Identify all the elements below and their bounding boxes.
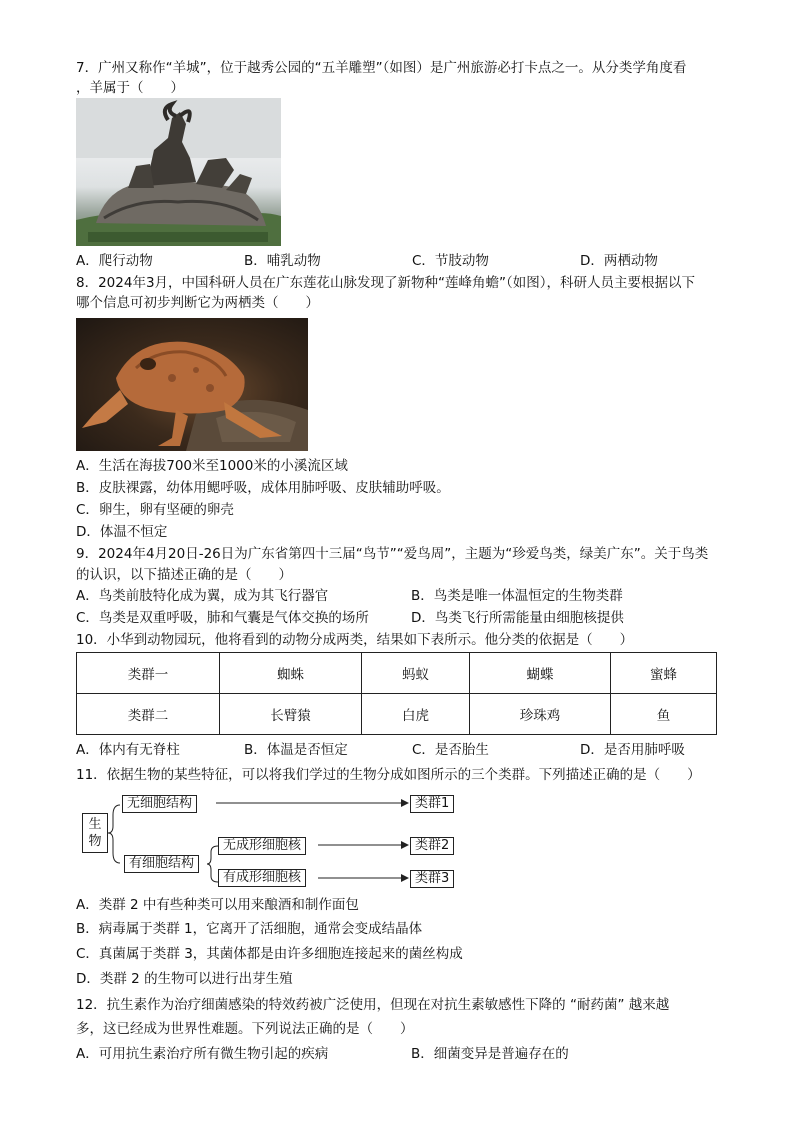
- q7-stem-line1: 7．广州又称作“羊城”，位于越秀公园的“五羊雕塑”（如图）是广州旅游必打卡点之一。从分类学角度看: [76, 60, 687, 76]
- q9-option-d: D．鸟类飞行所需能量由细胞核提供: [411, 610, 624, 626]
- diagram-root-organism: 生物: [82, 813, 108, 853]
- q9-option-a: A．鸟类前肢特化成为翼，成为其飞行器官: [76, 588, 329, 604]
- q10-option-c: C．是否胎生: [412, 742, 489, 758]
- q7-option-b: B．哺乳动物: [244, 253, 321, 269]
- diagram-branch-cell-structure: 有细胞结构: [124, 855, 199, 873]
- q7-option-c: C．节肢动物: [412, 253, 489, 269]
- q8-option-d: D．体温不恒定: [76, 524, 168, 540]
- diagram-sub-no-nucleus: 无成形细胞核: [218, 837, 306, 855]
- diagram-sub-nucleus: 有成形细胞核: [218, 869, 306, 887]
- q11-option-c: C．真菌属于类群 3，其菌体都是由许多细胞连接起来的菌丝构成: [76, 946, 463, 962]
- table-cell: 长臂猿: [220, 694, 362, 735]
- q10-stem-line1: 10．小华到动物园玩，他将看到的动物分成两类，结果如下表所示。他分类的依据是（ ）: [76, 632, 634, 648]
- q7-option-d: D．两栖动物: [580, 253, 658, 269]
- q11-option-d: D．类群 2 的生物可以进行出芽生殖: [76, 971, 293, 987]
- q10-option-b: B．体温是否恒定: [244, 742, 348, 758]
- q9-option-b: B．鸟类是唯一体温恒定的生物类群: [411, 588, 623, 604]
- q12-stem-line1: 12．抗生素作为治疗细菌感染的特效药被广泛使用，但现在对抗生素敏感性下降的 “耐药菌” 越来越: [76, 997, 670, 1013]
- table-cell: 鱼: [611, 694, 717, 735]
- q12-option-a: A．可用抗生素治疗所有微生物引起的疾病: [76, 1046, 329, 1062]
- q7-stem-line2: ，羊属于（ ）: [76, 80, 184, 96]
- table-cell: 蝴蝶: [470, 653, 611, 694]
- q9-stem-line1: 9．2024年4月20日-26日为广东省第四十三届“鸟节”“爱鸟周”，主题为“珍爱鸟类，绿美广东”。关于鸟类: [76, 546, 709, 562]
- table-cell: 白虎: [362, 694, 470, 735]
- q12-option-b: B．细菌变异是普遍存在的: [411, 1046, 569, 1062]
- q8-stem-line1: 8．2024年3月，中国科研人员在广东莲花山脉发现了新物种“莲峰角蟾”（如图），科研人员主要根据以下: [76, 275, 696, 291]
- table-cell: 珍珠鸡: [470, 694, 611, 735]
- table-cell: 类群一: [77, 653, 220, 694]
- table-cell: 类群二: [77, 694, 220, 735]
- q12-stem-line2: 多，这已经成为世界性难题。下列说法正确的是（ ）: [76, 1021, 414, 1037]
- table-cell: 蜘蛛: [220, 653, 362, 694]
- q8-stem-line2: 哪个信息可初步判断它为两栖类（ ）: [76, 295, 319, 311]
- table-cell: 蜜蜂: [611, 653, 717, 694]
- q8-option-c: C．卵生，卵有坚硬的卵壳: [76, 502, 234, 518]
- diagram-branch-no-cell-structure: 无细胞结构: [122, 795, 197, 813]
- q10-option-a: A．体内有无脊柱: [76, 742, 180, 758]
- q10-option-d: D．是否用肺呼吸: [580, 742, 685, 758]
- q8-option-a: A．生活在海拔700米至1000米的小溪流区域: [76, 458, 348, 474]
- q9-option-c: C．鸟类是双重呼吸，肺和气囊是气体交换的场所: [76, 610, 369, 626]
- diagram-group-3: 类群3: [410, 870, 454, 888]
- table-cell: 蚂蚁: [362, 653, 470, 694]
- q7-option-a: A．爬行动物: [76, 253, 153, 269]
- q11-option-b: B．病毒属于类群 1，它离开了活细胞，通常会变成结晶体: [76, 921, 423, 937]
- diagram-group-1: 类群1: [410, 795, 454, 813]
- q8-option-b: B．皮肤裸露，幼体用鳃呼吸，成体用肺呼吸、皮肤辅助呼吸。: [76, 480, 450, 496]
- q11-stem-line1: 11．依据生物的某些特征，可以将我们学过的生物分成如图所示的三个类群。下列描述正确的是（ ）: [76, 767, 701, 783]
- q9-stem-line2: 的认识，以下描述正确的是（ ）: [76, 567, 292, 583]
- diagram-group-2: 类群2: [410, 837, 454, 855]
- q11-option-a: A．类群 2 中有些种类可以用来酿酒和制作面包: [76, 897, 359, 913]
